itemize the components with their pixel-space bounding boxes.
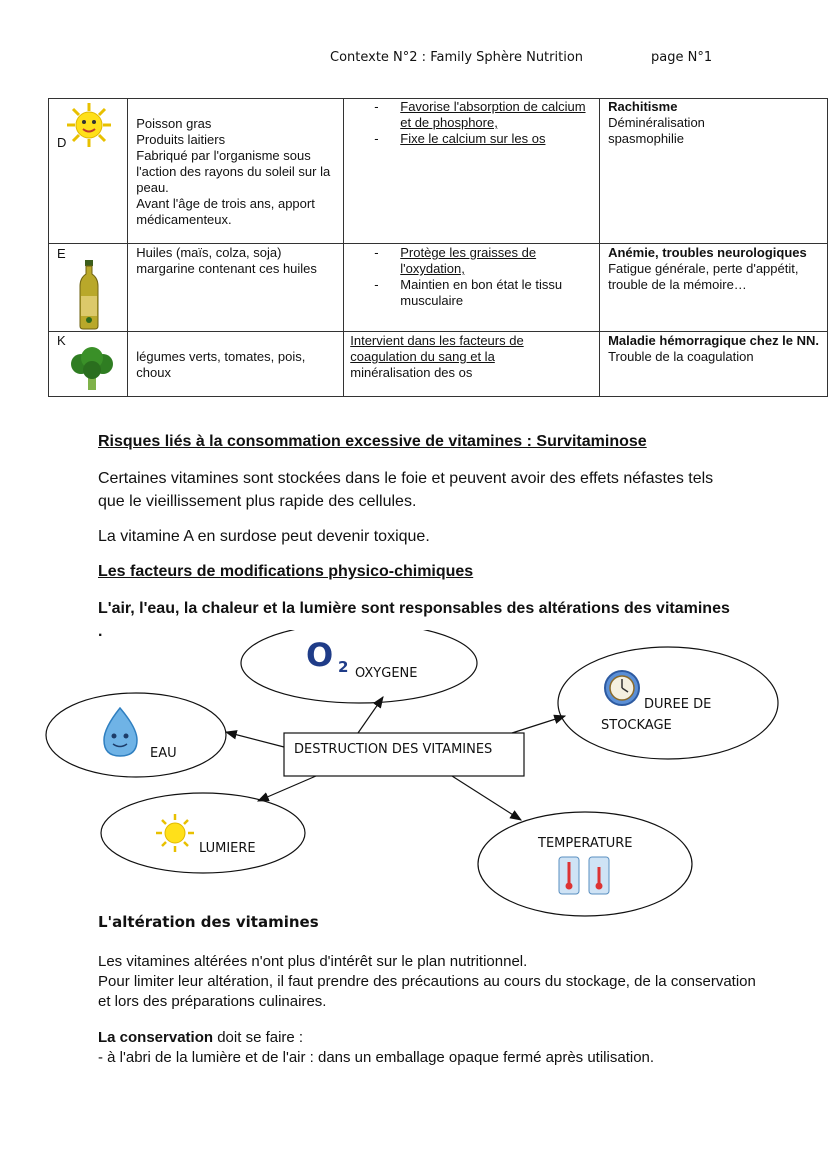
vitamin-cell [49, 244, 128, 332]
deficiency-line: spasmophilie [608, 131, 684, 146]
conservation-line [98, 1028, 758, 1048]
vitamin-cell [49, 332, 128, 397]
temperature-bubble [478, 812, 692, 916]
risks-paragraph: Certaines vitamines sont stockées dans le foie et peuvent avoir des effets néfastes tels que le vieillissement plus rapide des cellules. [98, 470, 714, 510]
deficiency-cell [600, 99, 828, 244]
page-header [0, 50, 828, 68]
table-row [49, 99, 828, 244]
deficiency-line: Trouble de la coagulation [608, 349, 754, 364]
source-line: Huiles (maïs, colza, soja) [136, 245, 282, 260]
role-line: Intervient dans les facteurs de coagulation du sang et la [350, 333, 524, 364]
risks-paragraph: La vitamine A en surdose peut devenir toxique. [98, 528, 430, 545]
broccoli-icon [67, 346, 117, 392]
vitamin-letter: K [57, 333, 66, 348]
water-label: EAU [150, 746, 177, 761]
deficiency-cell [600, 332, 828, 397]
vitamin-cell [49, 99, 128, 244]
temperature-label: TEMPERATURE [538, 836, 633, 851]
table-row [49, 244, 828, 332]
source-line: Poisson gras [136, 116, 212, 131]
context-title: Contexte N°2 : Family Sphère Nutrition [330, 50, 584, 65]
factors-title: Les facteurs de modifications physico-chimiques [98, 563, 474, 580]
role-line: minéralisation des os [350, 365, 473, 380]
o2-subscript: 2 [338, 658, 349, 676]
source-line: Avant l'âge de trois ans, apport médicamenteux. [136, 196, 315, 227]
source-line: Fabriqué par l'organisme sous l'action des rayons du soleil sur la peau. [136, 148, 331, 195]
factors-subtitle: L'air, l'eau, la chaleur et la lumière sont responsables des altérations des vitamines . [98, 600, 730, 640]
o2-symbol: O [306, 636, 334, 674]
deficiency-title: Anémie, troubles neurologiques [608, 245, 807, 260]
conservation-label: La conservation [98, 1029, 214, 1046]
vitamin-letter: D [57, 135, 67, 150]
role-item: - Fixe le calcium sur les os [370, 131, 589, 147]
oil-bottle-icon [77, 260, 101, 330]
alteration-paragraph: Les vitamines altérées n'ont plus d'intérêt sur le plan nutritionnel. [98, 953, 528, 970]
deficiency-cell [600, 244, 828, 332]
deficiency-line: Fatigue générale, perte d'appétit, trouble de la mémoire… [608, 261, 799, 292]
alteration-paragraph: Pour limiter leur altération, il faut prendre des précautions au cours du stockage, de la conservation et lors des préparations culinaires. [98, 973, 756, 1010]
source-line: légumes verts, tomates, pois, choux [136, 349, 306, 380]
deficiency-line: Déminéralisation [608, 115, 705, 130]
center-label: DESTRUCTION DES VITAMINES [294, 742, 493, 757]
table-row [49, 332, 828, 397]
source-line: Produits laitiers [136, 132, 226, 147]
alteration-title: L'altération des vitamines [98, 913, 319, 931]
sun-icon [156, 814, 194, 852]
sun-icon [65, 101, 113, 149]
alteration-diagram [0, 630, 828, 920]
source-line: margarine contenant ces huiles [136, 261, 317, 276]
conservation-rest: doit se faire : [213, 1029, 304, 1046]
water-drop-icon [104, 708, 137, 756]
storage-label-line2: STOCKAGE [601, 718, 672, 733]
role-item: - Favorise l'absorption de calcium et de phosphore, [370, 99, 589, 131]
role-item: - Protège les graisses de l'oxydation, [370, 245, 589, 277]
deficiency-title: Maladie hémorragique chez le NN. [608, 333, 820, 348]
sources-cell [128, 332, 344, 397]
roles-cell [344, 99, 600, 244]
light-bubble [101, 793, 305, 873]
roles-cell [344, 244, 600, 332]
risks-title: Risques liés à la consommation excessive de vitamines : Survitaminose [98, 433, 647, 450]
sources-cell [128, 99, 344, 244]
vitamin-table [48, 98, 828, 397]
oxygen-label: OXYGENE [355, 666, 418, 681]
vitamin-letter: E [57, 246, 66, 261]
thermometer-icon [559, 857, 609, 894]
page-number: page N°1 [651, 50, 713, 65]
storage-label-line1: DUREE DE [644, 697, 712, 712]
conservation-item: - à l'abri de la lumière et de l'air : dans un emballage opaque fermé après utilisation. [98, 1049, 655, 1066]
light-label: LUMIERE [199, 841, 256, 856]
sources-cell [128, 244, 344, 332]
role-item: - Maintien en bon état le tissu musculaire [370, 277, 589, 309]
deficiency-title: Rachitisme [608, 99, 678, 114]
roles-cell [344, 332, 600, 397]
clock-icon [605, 671, 639, 705]
